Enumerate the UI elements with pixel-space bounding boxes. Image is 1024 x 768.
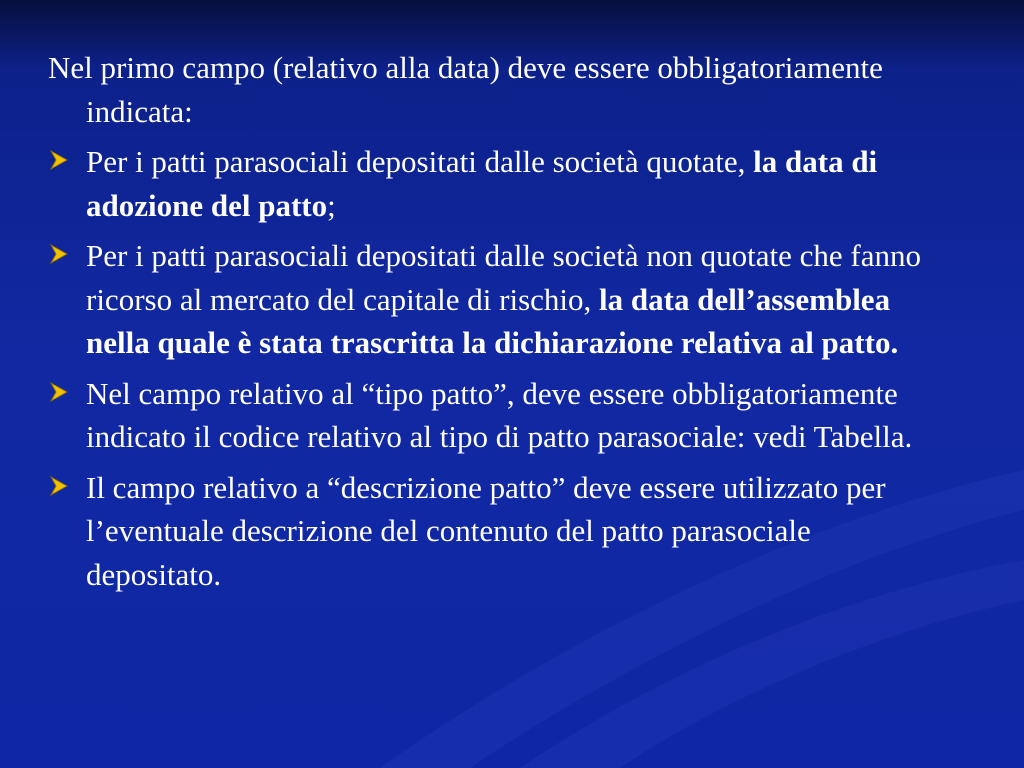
bullet-bold-text: la data di adozione del patto <box>86 144 878 223</box>
arrowhead-bullet-icon <box>48 149 70 171</box>
bullet-item-tipo-patto <box>48 372 948 459</box>
bullet-text-end: ; <box>327 187 336 223</box>
slide-body <box>48 46 948 603</box>
bullet-text: Il campo relativo a “descrizione patto” deve essere utilizzato per l’eventuale descrizione del contenuto del patto parasociale depositato. <box>86 469 886 592</box>
bullet-text: Per i patti parasociali depositati dalle società non quotate che fanno ricorso al mercato del capitale di rischio, <box>86 238 921 317</box>
bullet-item-quotate <box>48 140 948 227</box>
arrowhead-bullet-icon <box>48 243 70 265</box>
intro-text: Nel primo campo (relativo alla data) deve essere obbligatoriamente indicata: <box>48 50 883 129</box>
arrowhead-bullet-icon <box>48 381 70 403</box>
bullet-text: Per i patti parasociali depositati dalle società quotate, <box>86 144 754 179</box>
bullet-item-non-quotate <box>48 234 948 365</box>
bullet-item-descrizione-patto <box>48 466 948 597</box>
arrowhead-bullet-icon <box>48 475 70 497</box>
intro-paragraph <box>48 46 948 133</box>
bullet-bold-text: la data dell’assemblea nella quale è stata trascritta la dichiarazione relativa al patto. <box>86 281 899 360</box>
bullet-text: Nel campo relativo al “tipo patto”, deve essere obbligatoriamente indicato il codice relativo al tipo di patto parasociale: vedi Tabella. <box>86 375 913 454</box>
